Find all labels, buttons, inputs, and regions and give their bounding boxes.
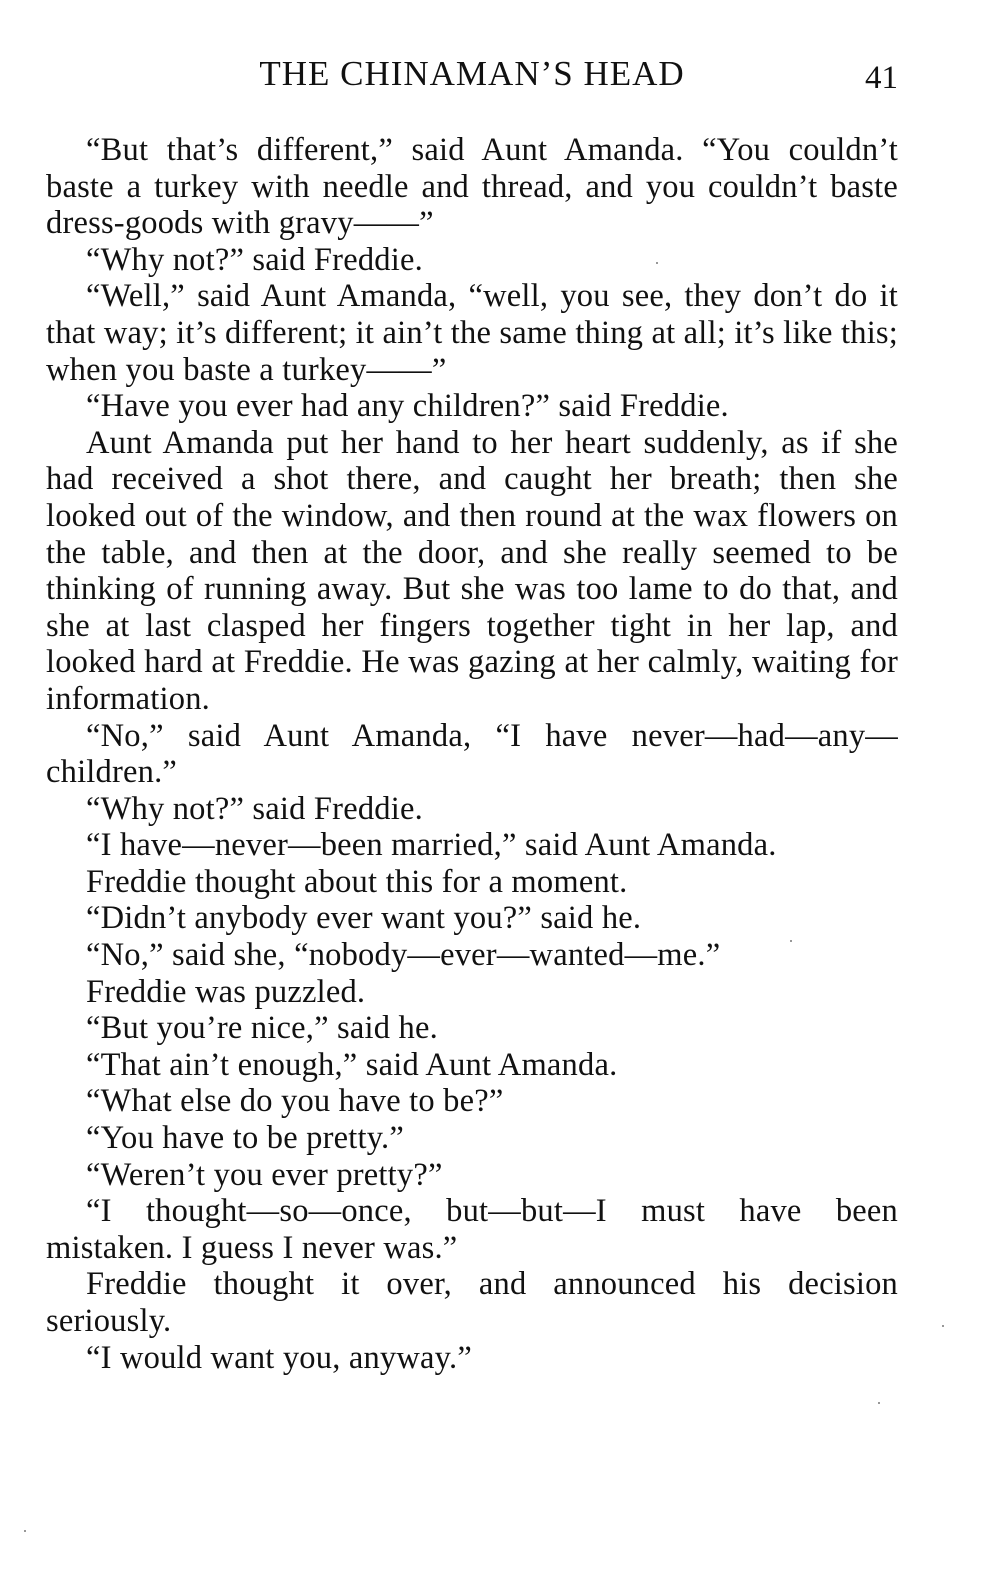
paper-speck <box>24 1530 26 1532</box>
paragraph: “Have you ever had any children?” said Freddie. <box>86 388 729 425</box>
paragraph: “Well,” said Aunt Amanda, “well, you see, they don’t do it that way; it’s different; it ain’t the same thing at all; it’s like this; when you baste a turkey——” <box>46 278 898 388</box>
paragraph: “You have to be pretty.” <box>86 1120 404 1157</box>
paragraph: “Weren’t you ever pretty?” <box>86 1156 443 1193</box>
paragraph: “No,” said she, “nobody—ever—wanted—me.” <box>86 937 721 974</box>
running-head <box>46 50 898 98</box>
paragraph: “Why not?” said Freddie. <box>86 790 423 827</box>
paragraph: Aunt Amanda put her hand to her heart suddenly, as if she had received a shot there, and caught her breath; then she looked out of the window, and then round at the wax flowers on the table, and then at the door, and she really seemed to be thinking of running away. But she was too lame to do that, and she at last clasped her fingers together tight in her lap, and looked hard at Freddie. He was gazing at her calmly, waiting for information. <box>46 424 898 717</box>
paragraph: “No,” said Aunt Amanda, “I have never—had—any—children.” <box>46 717 898 791</box>
paragraph: “But you’re nice,” said he. <box>86 1010 438 1047</box>
paragraph: “Didn’t anybody ever want you?” said he. <box>86 900 642 937</box>
body-text <box>46 132 898 1376</box>
paragraph: “But that’s different,” said Aunt Amanda. “You couldn’t baste a turkey with needle and thread, and you couldn’t baste dress-goods with gravy——” <box>46 132 898 242</box>
paper-speck <box>878 1402 880 1404</box>
paper-speck <box>656 262 658 264</box>
paper-speck <box>942 1325 944 1327</box>
page-number: 41 <box>865 60 898 96</box>
paragraph: Freddie thought about this for a moment. <box>86 863 628 900</box>
paragraph: Freddie was puzzled. <box>86 973 366 1010</box>
paragraph: “What else do you have to be?” <box>86 1083 504 1120</box>
paper-speck <box>790 940 792 942</box>
paragraph: “I thought—so—once, but—but—I must have been mistaken. I guess I never was.” <box>46 1193 898 1266</box>
paragraph: “That ain’t enough,” said Aunt Amanda. <box>86 1046 618 1083</box>
running-title: THE CHINAMAN’S HEAD <box>259 54 685 93</box>
paragraph: “I would want you, anyway.” <box>86 1339 472 1376</box>
paragraph: “I have—never—been married,” said Aunt Amanda. <box>86 827 777 864</box>
paragraph: “Why not?” said Freddie. <box>86 241 423 278</box>
paragraph: Freddie thought it over, and announced his decision seriously. <box>46 1266 898 1339</box>
